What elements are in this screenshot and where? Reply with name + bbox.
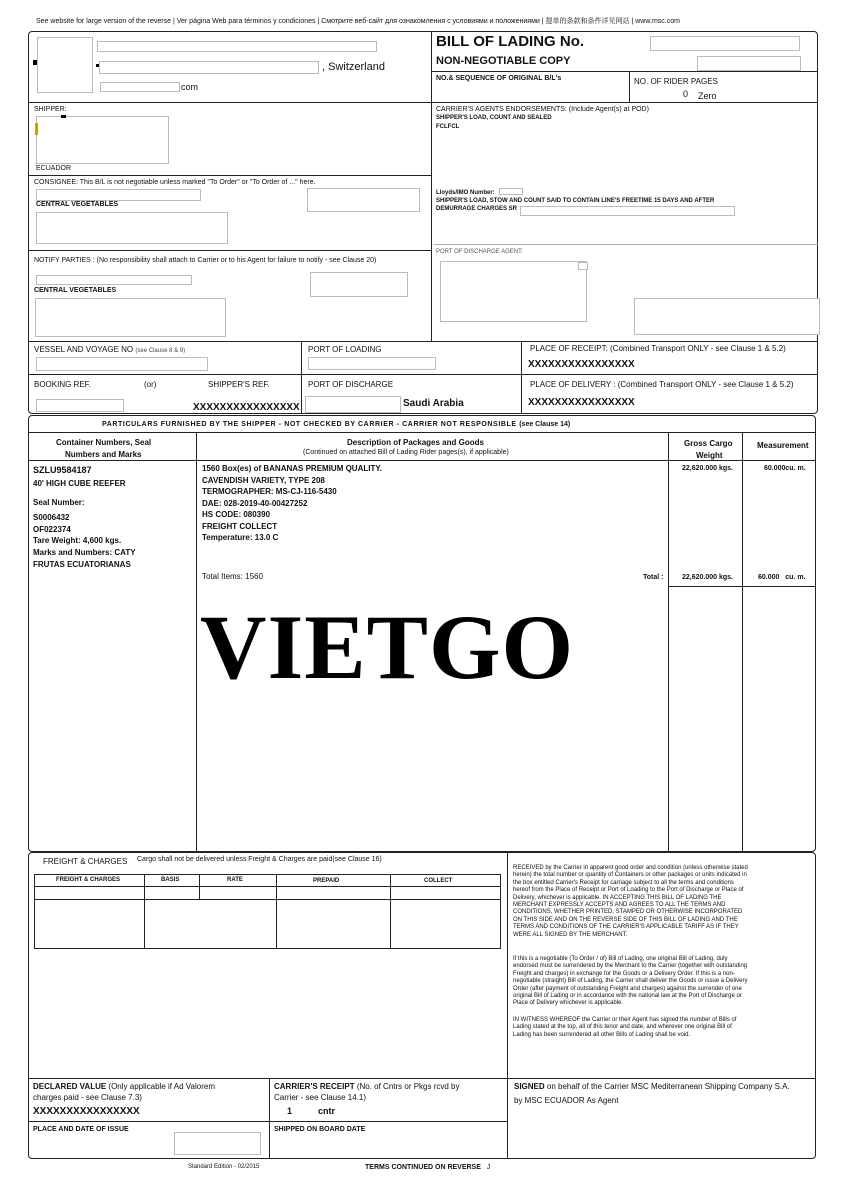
seal-1: S0006432 [33,513,70,522]
receipt-label: PLACE OF RECEIPT: (Combined Transport ONLY - see Clause 1 & 5.2) [530,344,786,353]
agents-label: CARRIER'S AGENTS ENDORSEMENTS: (Include Agent(s) at POD) [436,106,649,113]
receipt-count: 1 [287,1106,293,1116]
vessel-redacted [36,357,208,371]
declared-value: XXXXXXXXXXXXXXXX [33,1106,140,1117]
divider [390,874,391,949]
divider [276,874,277,949]
total-weight: 22,620.000 kgs. [682,574,733,581]
mark-dot [33,60,37,65]
divider [28,175,431,176]
rider-pages-label: NO. OF RIDER PAGES [634,77,718,86]
divider [28,102,818,103]
rider-pages-word: Zero [698,91,717,101]
agents-line1: SHIPPER'S LOAD, COUNT AND SEALED [436,115,552,121]
description-line: CAVENDISH VARIETY, TYPE 208 [202,475,325,485]
col1-header-1: Container Numbers, Seal [56,438,152,447]
agents-line2: FCLFCL [436,124,460,130]
col2-header-2: (Continued on attached Bill of Lading Rider pages(s), if applicable) [303,449,509,456]
discharge-agent-label: PORT OF DISCHARGE AGENT: [436,249,523,255]
description-line: Temperature: 13.0 C [202,533,279,542]
consignee-side-redacted [307,188,420,212]
mark-dot [61,115,66,118]
lloyds-redacted [499,188,523,195]
divider [269,1078,270,1159]
seal-label: Seal Number: [33,498,85,507]
rider-pages-number: 0 [683,89,689,99]
divider [668,432,669,852]
total-label: Total : [643,574,664,581]
freight-col-5: COLLECT [424,878,453,884]
divider [28,460,816,461]
divider [521,341,522,414]
divider [431,31,432,341]
terms-p1: RECEIVED by the Carrier in apparent good order and condition (unless otherwise stated herein) the total number or quantity of Containers or other packages or units indicated in the box entitled Carrier's Receipt for carriage subject to all the terms and conditions hereof from the Place of Receipt or Port of Loading to the Port of Discharge or Place of Delivery, whichever is applicable. IN ACCEPTING THIS BILL OF LADING THE MERCHANT EXPRESSLY ACCEPTS AND AGREES TO ALL THE TERMS AND CONDITIONS, WHETHER PRINTED, STAMPED OR OTHERWISE INCORPORATED ON THIS SIDE AND ON THE REVERSE SIDE OF THIS BILL OF LADING AND THE TERMS AND CONDITIONS OF THE CARRIER'S APPLICABLE TARIFF AS IF THEY WERE ALL SIGNED BY THE MERCHANT. [513,865,748,938]
company-email-suffix: com [181,82,199,92]
divider [431,71,818,72]
signed-label: SIGNED on behalf of the Carrier MSC Mediterranean Shipping Company S.A. [514,1082,790,1091]
divider [34,886,501,887]
booking-redacted [36,399,124,412]
tare-weight: Tare Weight: 4,600 kgs. [33,536,122,545]
company-address-redacted [99,61,319,74]
company-country: , Switzerland [322,61,385,73]
pod-redacted [305,396,401,413]
divider [668,586,816,587]
freight-col-4: PREPAID [313,878,340,884]
description-line: FREIGHT COLLECT [202,521,278,531]
divider [28,1121,507,1122]
marks-1: Marks and Numbers: CATY [33,548,136,557]
declared-label: DECLARED VALUE (Only applicable if Ad Valorem [33,1082,215,1091]
divider [28,432,816,433]
consignee-name: CENTRAL VEGETABLES [36,201,119,208]
bl-title: BILL OF LADING No. [436,33,585,50]
shipper-country: ECUADOR [36,165,72,172]
copy-type: NON-NEGOTIABLE COPY [436,55,571,67]
col3-header-1: Gross Cargo [684,439,733,448]
col4-header: Measurement [757,441,809,450]
no-sequence-label: NO.& SEQUENCE OF ORIGINAL B/L's [436,75,562,82]
terms-continued: TERMS CONTINUED ON REVERSE J [365,1164,491,1171]
seal-2: OF022374 [33,525,71,534]
divider [144,874,145,949]
agents-line4: DEMURRAGE CHARGES SR [436,206,518,212]
agent-small-redacted [578,262,588,270]
divider [28,1078,816,1079]
divider [28,341,818,342]
shippers-ref-label: SHIPPER'S REF. [208,380,270,389]
booking-label: BOOKING REF. [34,380,91,389]
receipt-unit: cntr [318,1106,336,1116]
notify-label: NOTIFY PARTIES : (No responsibility shall attach to Carrier or to his Agent for failure to notify - see Clause 20) [34,257,377,264]
description-line: HS CODE: 080390 [202,510,271,519]
freight-col-2: BASIS [161,877,180,883]
copy-redacted [697,56,801,71]
shipper-address-redacted [36,116,169,164]
agents-lloyds: Lloyds/IMO Number: [436,190,495,196]
carrier-receipt-label: CARRIER'S RECEIPT (No. of Cntrs or Pkgs rcvd by [274,1082,460,1091]
consignee-address-redacted [36,212,228,244]
divider [196,432,197,852]
agent-side-redacted [634,298,820,335]
delivery-label: PLACE OF DELIVERY : (Combined Transport ONLY - see Clause 1 & 5.2) [530,380,794,389]
col2-header-1: Description of Packages and Goods [347,438,484,447]
description-line: DAE: 028-2019-40-00427252 [202,498,308,508]
divider [742,432,743,852]
signed-by: by MSC ECUADOR As Agent [514,1096,619,1105]
company-email-redacted [100,82,180,92]
place-date-redacted [174,1132,261,1155]
agents-line4-redacted [520,206,735,216]
shipped-on-board-label: SHIPPED ON BOARD DATE [274,1126,366,1133]
notify-name: CENTRAL VEGETABLES [34,287,117,294]
edition: Standard Edition - 02/2015 [188,1164,260,1170]
or-label: (or) [144,380,157,389]
divider [199,874,200,899]
agent-address-redacted [440,261,587,322]
terms-p2: If this is a negotiable (To Order / of) Bill of Lading, one original Bill of Lading, duly endorsed must be surrendered by the Merchant to the Carrier (together with outstanding Freight and charges) in exchange for the Goods or a Delivery Order. If this is a non-negotiable (straight) Bill of Lading, the Carrier shall deliver the Goods or issue a Delivery Order (after payment of outstanding Freight and charges) against the surrender of one original Bill of Lading or in accordance with the national law at the Port of Discharge or Place of Delivery whichever is applicable. [513,956,748,1007]
measure-value: 60.000cu. m. [764,465,806,472]
shippers-ref-value: XXXXXXXXXXXXXXXX [193,402,300,413]
mark-yellow [35,123,38,135]
col3-header-2: Weight [696,451,723,460]
carrier-receipt-note: Carrier - see Clause 14.1) [274,1093,367,1102]
container-no: SZLU9584187 [33,465,92,475]
weight-value: 22,620.000 kgs. [682,465,733,472]
receipt-value: XXXXXXXXXXXXXXXX [528,359,635,370]
freight-col-1: FREIGHT & CHARGES [56,877,121,883]
marks-2: FRUTAS ECUATORIANAS [33,560,131,569]
divider [507,852,508,1159]
divider [28,374,818,375]
notify-address-redacted [35,298,226,337]
top-notice: See website for large version of the reverse | Ver página Web para términos y condiciones | Смотрите веб-сайт для ознакомления с условиями и положениями | 提单的条款和条件详见网站 | www.msc.com [36,18,680,25]
pod-value: Saudi Arabia [403,398,464,409]
logo-redacted [37,37,93,93]
description-line: 1560 Box(es) of BANANAS PREMIUM QUALITY. [202,464,383,473]
divider [28,250,431,251]
divider [301,341,302,414]
container-type: 40' HIGH CUBE REEFER [33,479,126,488]
col1-header-2: Numbers and Marks [65,450,142,459]
bl-number-redacted [650,36,800,51]
total-items: Total Items: 1560 [202,572,263,581]
freight-note: Cargo shall not be delivered unless Freight & Charges are paid(see Clause 16) [137,856,382,863]
consignee-label: CONSIGNEE: This B/L is not negotiable unless marked "To Order" or "To Order of ..." here. [34,179,316,186]
place-date-label: PLACE AND DATE OF ISSUE [33,1126,129,1133]
shipper-label: SHIPPER: [34,106,67,113]
pod-label: PORT OF DISCHARGE [308,380,394,389]
agents-line3: SHIPPER'S LOAD, STOW AND COUNT SAID TO CONTAIN LINE'S FREETIME 15 DAYS AND AFTER [436,198,715,204]
consignee-top-redacted [36,189,201,201]
notify-side-redacted [310,272,408,297]
freight-title: FREIGHT & CHARGES [43,857,128,866]
particulars-banner: PARTICULARS FURNISHED BY THE SHIPPER - NOT CHECKED BY CARRIER - CARRIER NOT RESPONSIBLE (see Clause 14) [102,421,571,428]
divider [629,71,630,102]
pol-redacted [308,357,436,370]
description-line: TERMOGRAPHER: MS-CJ-116-5430 [202,487,337,496]
total-measure: 60.000 cu. m. [758,574,806,581]
declared-note: charges paid - see Clause 7.3) [33,1093,142,1102]
notify-top-redacted [36,275,192,285]
delivery-value: XXXXXXXXXXXXXXXX [528,397,635,408]
divider [434,244,818,245]
terms-p3: IN WITNESS WHEREOF the Carrier or their Agent has signed the number of Bills of Lading stated at the top, all of this tenor and date, and wherever one original Bill of Lading has been surrendered all other Bills of Lading shall be void. [513,1017,737,1038]
vessel-label: VESSEL AND VOYAGE NO (see Clause 8 & 9) [34,345,186,354]
company-name-redacted [97,41,377,52]
freight-col-3: RATE [227,877,243,883]
pol-label: PORT OF LOADING [308,345,382,354]
divider [34,899,501,900]
watermark: VIETGO [200,596,575,698]
